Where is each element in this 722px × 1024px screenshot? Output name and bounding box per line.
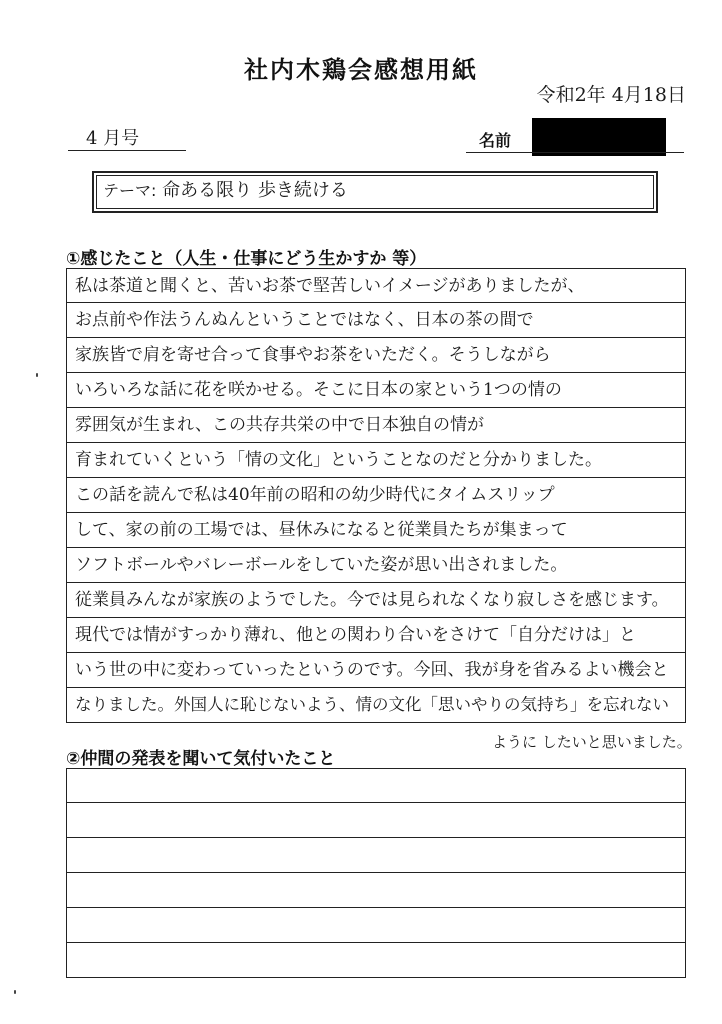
ruled-line: 家族皆で肩を寄せ合って食事やお茶をいただく。そうしながら: [66, 338, 686, 373]
name-label: 名前: [479, 131, 512, 150]
scan-speck: [14, 990, 16, 994]
ruled-line: [66, 768, 686, 803]
scan-speck: [36, 373, 38, 377]
ruled-line: 私は茶道と聞くと、苦いお茶で堅苦しいイメージがありましたが、: [66, 268, 686, 303]
section2-lines: [66, 768, 686, 978]
ruled-line: この話を読んで私は40年前の昭和の幼少時代にタイムスリップ: [66, 478, 686, 513]
ruled-line: [66, 838, 686, 873]
redacted-name: [532, 118, 666, 156]
ruled-line: 育まれていくという「情の文化」ということなのだと分かりました。: [66, 443, 686, 478]
ruled-line: [66, 908, 686, 943]
ruled-line: お点前や作法うんぬんということではなく、日本の茶の間で: [66, 303, 686, 338]
name-underline: [466, 152, 684, 153]
ruled-line: いう世の中に変わっていったというのです。今回、我が身を省みるよい機会と: [66, 653, 686, 688]
month-issue: 4 月号: [86, 128, 140, 149]
section2-heading: ②仲間の発表を聞いて気付いたこと: [66, 749, 336, 769]
ruled-line: ソフトボールやバレーボールをしていた姿が思い出されました。: [66, 548, 686, 583]
section1-heading: ①感じたこと（人生・仕事にどう生かすか 等）: [66, 249, 427, 269]
ruled-line: なりました。外国人に恥じないよう、情の文化「思いやりの気持ち」を忘れない: [66, 688, 686, 723]
month-underline: [68, 150, 186, 151]
theme-text: 命ある限り 歩き続ける: [162, 180, 348, 201]
section1-tail: ように したいと思いました。: [492, 733, 692, 751]
ruled-line: 雰囲気が生まれ、この共存共栄の中で日本独自の情が: [66, 408, 686, 443]
ruled-line: 現代では情がすっかり薄れ、他との関わり合いをさけて「自分だけは」と: [66, 618, 686, 653]
section1-lines: [66, 268, 686, 723]
ruled-line: [66, 873, 686, 908]
theme-label: テーマ:: [103, 181, 157, 200]
ruled-line: 従業員みんなが家族のようでした。今では見られなくなり寂しさを感じます。: [66, 583, 686, 618]
ruled-line: して、家の前の工場では、昼休みになると従業員たちが集まって: [66, 513, 686, 548]
ruled-line: いろいろな話に花を咲かせる。そこに日本の家という1つの情の: [66, 373, 686, 408]
ruled-line: [66, 803, 686, 838]
form-title: 社内木鶏会感想用紙: [244, 56, 478, 84]
ruled-line: [66, 943, 686, 978]
date-field: 令和2年 4月18日: [536, 84, 686, 106]
theme-box: [96, 175, 654, 209]
